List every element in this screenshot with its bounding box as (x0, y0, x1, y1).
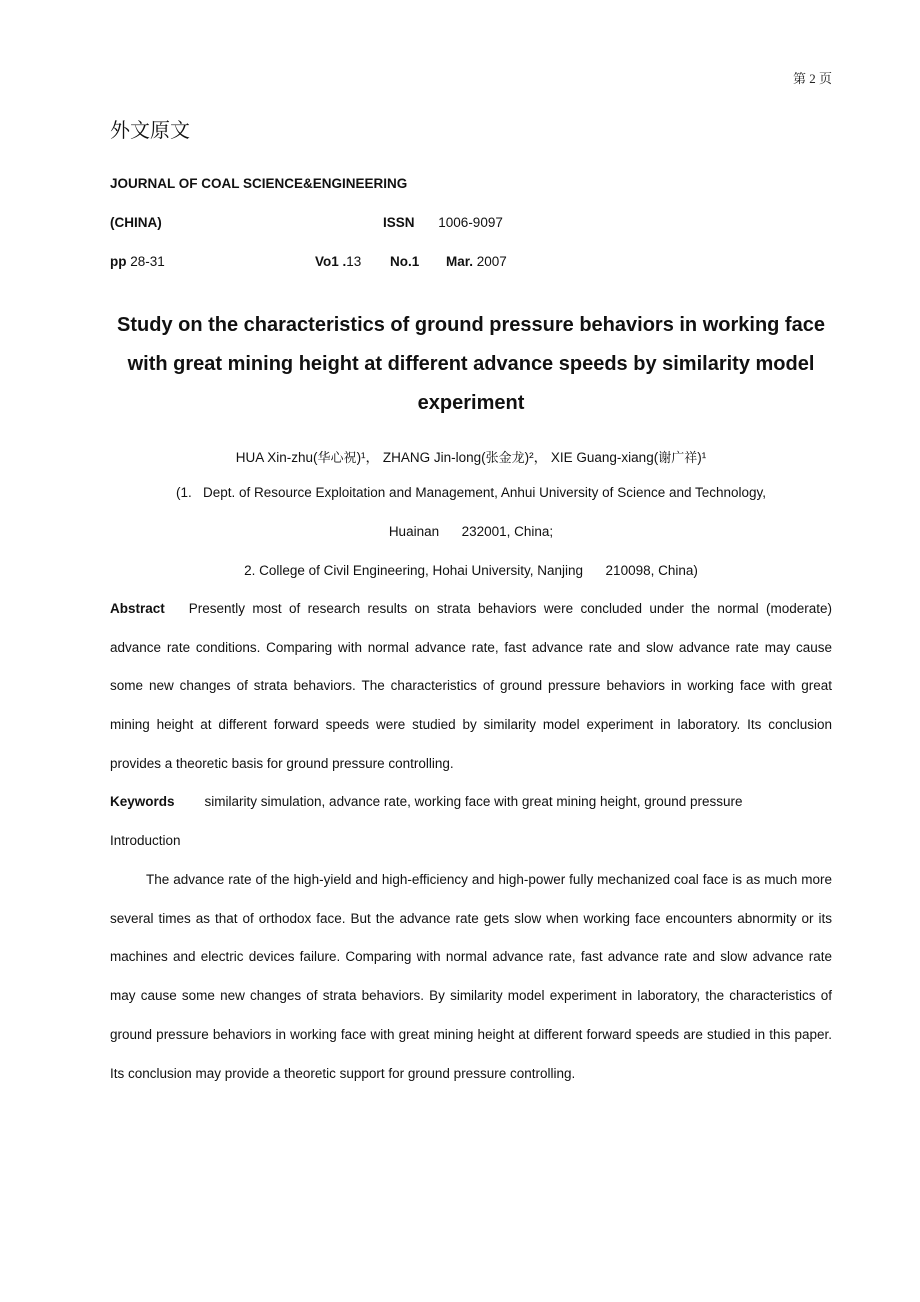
affiliation-line-3: 2. College of Civil Engineering, Hohai University, Nanjing 210098, China) (244, 563, 698, 578)
issue-number: No.1 (390, 254, 420, 269)
page-number: 第 2 页 (792, 71, 832, 86)
journal-name: JOURNAL OF COAL SCIENCE&ENGINEERING (110, 176, 408, 191)
publication-date: Mar. 2007 (446, 254, 507, 269)
issn-value: 1006-9097 (438, 215, 503, 230)
journal-country: (CHINA) (110, 215, 162, 230)
abstract-text: Presently most of research results on strata behaviors were concluded under the normal (moderate) advance rate conditions. Comparing with normal advance rate, fast advance rate and slow advance rate may cause some new changes of strata behaviors. The characteristics of ground pressure behaviors in working face with great mining height at different forward speeds were studied by similarity model experiment in laboratory. Its conclusion provides a theoretic basis for ground pressure controlling. (110, 601, 832, 771)
issn-label: ISSN (383, 215, 415, 230)
keywords-text: similarity simulation, advance rate, working face with great mining height, ground pressure (204, 794, 743, 809)
keywords (110, 783, 832, 822)
abstract-label: Abstract (110, 601, 165, 616)
introduction-heading: Introduction (110, 833, 181, 848)
section-heading: 外文原文 (110, 118, 190, 142)
affiliation-line-1: (1. Dept. of Resource Exploitation and Management, Anhui University of Science and Technology, (175, 485, 767, 500)
journal-name-line (110, 176, 407, 191)
volume: Vo1 .13 (315, 254, 362, 269)
paper-title: Study on the characteristics of ground pressure behaviors in working face with great mining height at different advance speeds by similarity model experiment (117, 314, 825, 414)
affiliation-line-2: Huainan 232001, China; (388, 524, 554, 539)
abstract (110, 590, 832, 784)
pages: pp 28-31 (110, 254, 165, 269)
keywords-label: Keywords (110, 794, 175, 809)
authors: HUA Xin-zhu(华心祝)¹， ZHANG Jin-long(张金龙)²， XIE Guang-xiang(谢广祥)¹ (235, 450, 707, 466)
issn (383, 215, 503, 230)
introduction-text: The advance rate of the high-yield and high-efficiency and high-power fully mechanized coal face is as much more several times as that of orthodox face. But the advance rate gets slow when working face encounters abnormity or its machines and electric devices failure. Comparing with normal advance rate, fast advance rate and slow advance rate may cause some new changes of strata behaviors. By similarity model experiment in laboratory, the characteristics of ground pressure behaviors in working face with great mining height at different forward speeds are studied in this paper. Its conclusion may provide a theoretic support for ground pressure controlling. (110, 872, 832, 1081)
